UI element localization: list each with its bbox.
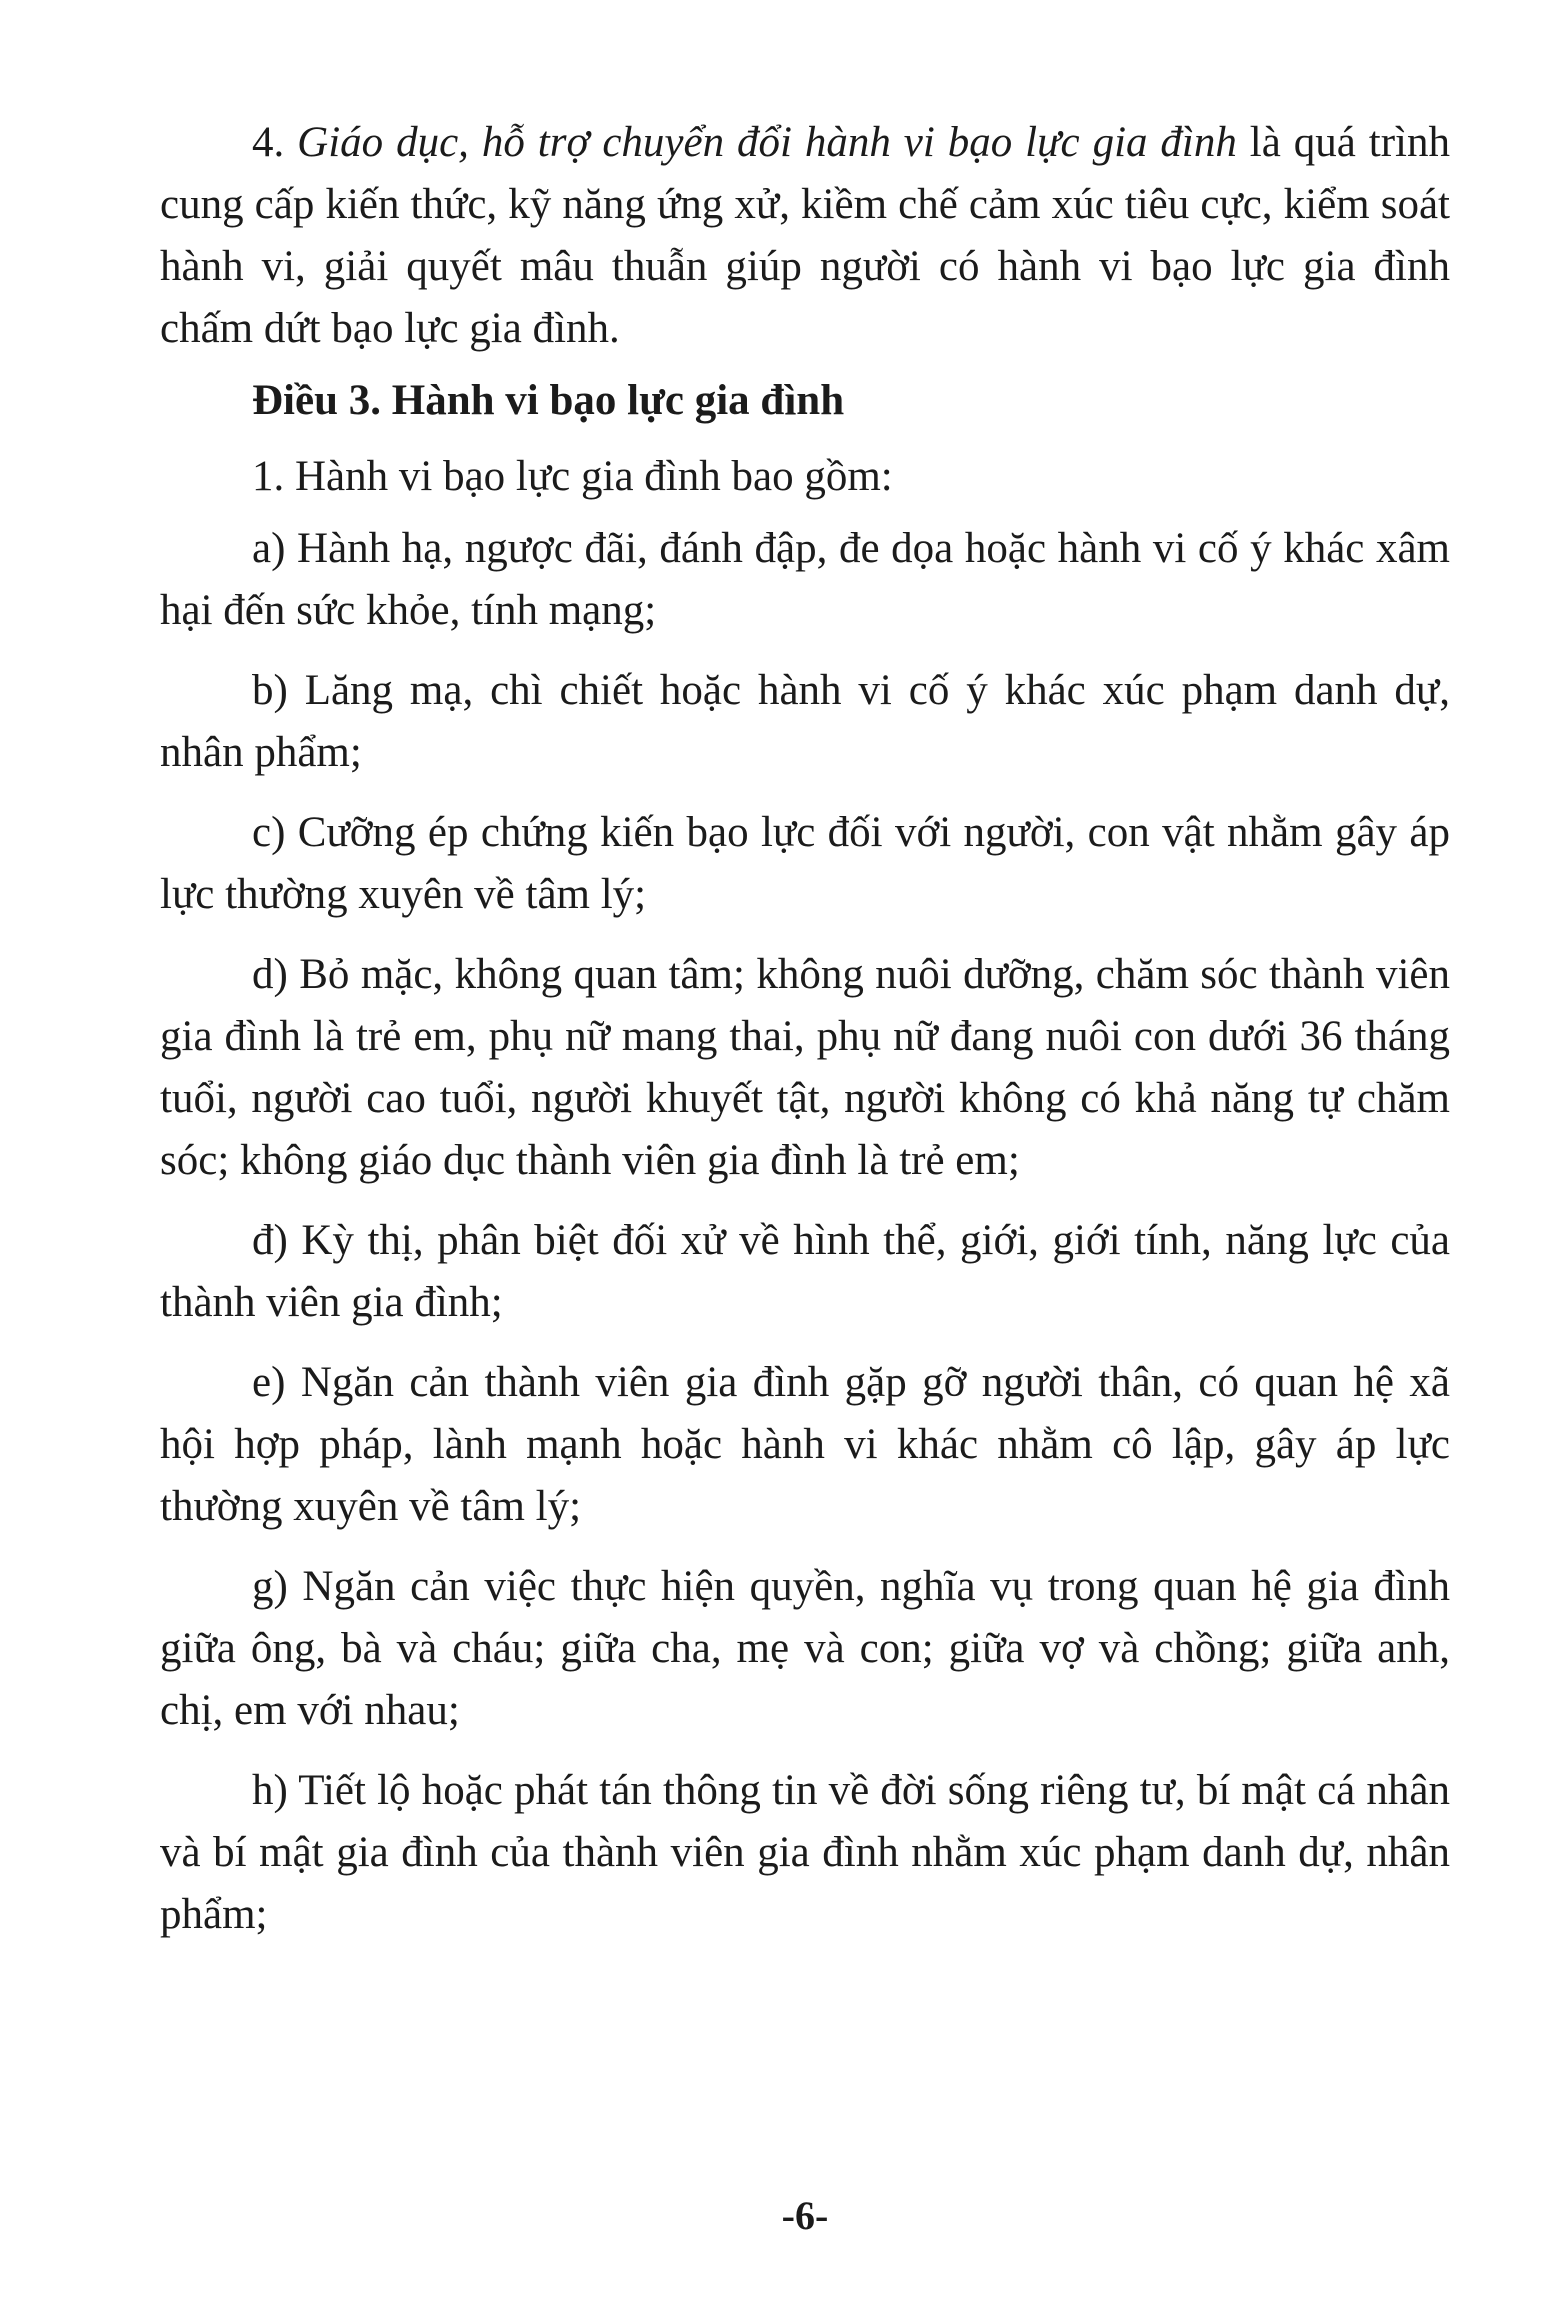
article-3-item-e: e) Ngăn cản thành viên gia đình gặp gỡ người thân, có quan hệ xã hội hợp pháp, lành mạnh hoặc hành vi khác nhằm cô lập, gây áp lực thường xuyên về tâm lý; [160,1359,1450,1530]
article-3-item-b: b) Lăng mạ, chì chiết hoặc hành vi cố ý khác xúc phạm danh dự, nhân phẩm; [160,667,1450,776]
clause-4-paragraph [160,112,1450,360]
article-3-item-c: c) Cưỡng ép chứng kiến bạo lực đối với người, con vật nhằm gây áp lực thường xuyên về tâm lý; [160,809,1450,918]
page-number: -6- [781,2193,829,2238]
article-3-item-dd: đ) Kỳ thị, phân biệt đối xử về hình thể, giới, giới tính, năng lực của thành viên gia đình; [160,1217,1450,1326]
document-page [160,112,1450,2252]
clause-4-term: Giáo dục, hỗ trợ chuyển đổi hành vi bạo lực gia đình [297,119,1237,166]
clause-4-definition: là quá trình cung cấp kiến thức, kỹ năng ứng xử, kiềm chế cảm xúc tiêu cực, kiểm soát hành vi, giải quyết mâu thuẫn giúp người có hành vi bạo lực gia đình chấm dứt bạo lực gia đình. [160,119,1450,352]
article-3-heading: Điều 3. Hành vi bạo lực gia đình [252,377,845,424]
article-3-item-h: h) Tiết lộ hoặc phát tán thông tin về đời sống riêng tư, bí mật cá nhân và bí mật gia đình của thành viên gia đình nhằm xúc phạm danh dự, nhân phẩm; [160,1767,1450,1938]
article-3-item-d: d) Bỏ mặc, không quan tâm; không nuôi dưỡng, chăm sóc thành viên gia đình là trẻ em, phụ nữ mang thai, phụ nữ đang nuôi con dưới 36 tháng tuổi, người cao tuổi, người khuyết tật, người không có khả năng tự chăm sóc; không giáo dục thành viên gia đình là trẻ em; [160,951,1450,1184]
article-3-intro: 1. Hành vi bạo lực gia đình bao gồm: [252,453,893,500]
clause-4-number: 4. [252,119,298,166]
article-3-item-a: a) Hành hạ, ngược đãi, đánh đập, đe dọa hoặc hành vi cố ý khác xâm hại đến sức khỏe, tính mạng; [160,525,1450,634]
article-3-item-g: g) Ngăn cản việc thực hiện quyền, nghĩa vụ trong quan hệ gia đình giữa ông, bà và cháu; giữa cha, mẹ và con; giữa vợ và chồng; giữa anh, chị, em với nhau; [160,1563,1450,1734]
